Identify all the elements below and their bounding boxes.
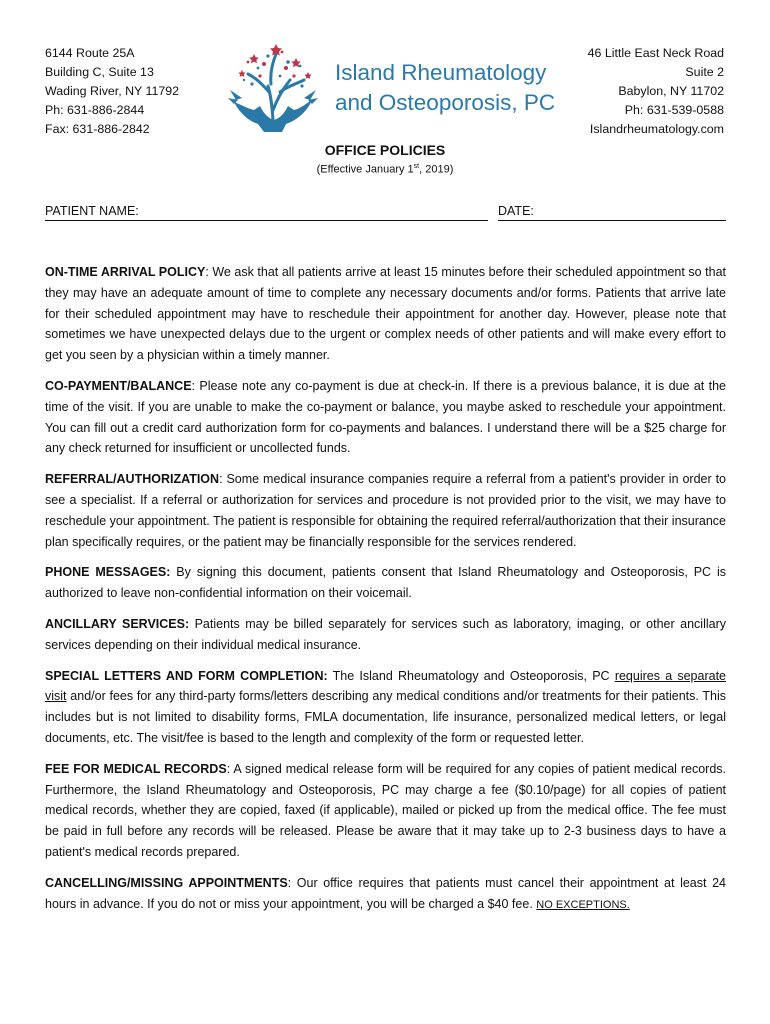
policy-phone bbox=[45, 562, 726, 604]
text-records: : A signed medical release form will be required for any copies of patient medical records. Furthermore, the Island Rheumatology and Osteoporosis, PC may charge a fee ($0.10/page) for all copies of patient medical records, whether they are copied, faxed (if applicable), mailed or picked up from the medical office. The fee must be paid in full before any records will be released. Please be aware that it may take up to 2-3 business days to have a patient's medical records prepared. bbox=[45, 761, 727, 859]
no-exceptions-emphasis: NO EXCEPTIONS. bbox=[536, 898, 630, 911]
left-address-line2: Building C, Suite 13 bbox=[45, 65, 154, 79]
heading-referral: REFERRAL/AUTHORIZATION bbox=[45, 472, 220, 487]
right-address-line2: Suite 2 bbox=[685, 65, 724, 79]
effective-prefix: (Effective January 1 bbox=[316, 163, 414, 176]
policy-records bbox=[45, 759, 726, 863]
policy-cancelling bbox=[45, 873, 726, 916]
left-address-line1: 6144 Route 25A bbox=[45, 46, 135, 60]
policy-copay bbox=[45, 376, 726, 459]
text-ancillary: Patients may be billed separately for services such as laboratory, imaging, or other ancillary services depending on their individual medical insurance. bbox=[45, 616, 726, 652]
policy-body bbox=[45, 262, 726, 925]
text-referral: : Some medical insurance companies require a referral from a patient's provider in order to see a specialist. If a referral or authorization for services and procedure is not provided prior to the visit, we may have to reschedule your appointment. The patient is responsible for obtaining the required referral/authorization that their insurance plan specifically requires, or the patient may be financially responsible for the services rendered. bbox=[45, 472, 726, 549]
left-address-line3: Wading River, NY 11792 bbox=[45, 84, 180, 98]
logo-wordmark bbox=[335, 58, 555, 118]
left-fax: Fax: 631-886-2842 bbox=[45, 122, 150, 136]
text-copay: : Please note any co-payment is due at check-in. If there is a previous balance, it is due at the time of the visit. If you are unable to make the co-payment or balance, you maybe asked to reschedule your appointment. You can fill out a credit card authorization form for co-payments and balances. I understand there will be a $25 charge for any check returned for insufficient or uncollected funds. bbox=[45, 378, 726, 456]
left-office-address bbox=[45, 44, 179, 139]
date-field[interactable] bbox=[498, 204, 726, 218]
effective-suffix: , 2019) bbox=[419, 163, 454, 176]
heading-ancillary: ANCILLARY SERVICES: bbox=[45, 616, 190, 631]
patient-name-line bbox=[45, 220, 488, 221]
right-office-address bbox=[588, 44, 724, 139]
logo-line1: Island Rheumatology bbox=[335, 60, 547, 85]
patient-name-label: PATIENT NAME: bbox=[45, 204, 139, 218]
effective-sup: st bbox=[413, 163, 420, 170]
heading-phone: PHONE MESSAGES: bbox=[45, 565, 171, 580]
website: Islandrheumatology.com bbox=[589, 122, 724, 136]
text-cancelling: : Our office requires that patients must cancel their appointment at least 24 hours in advance. If you do not or miss your appointment, you will be charged a $40 fee. bbox=[45, 875, 726, 911]
text-phone: By signing this document, patients consent that Island Rheumatology and Osteoporosis, PC is authorized to leave non-confidential information on their voicemail. bbox=[45, 565, 727, 601]
right-phone: Ph: 631-539-0588 bbox=[624, 103, 724, 117]
effective-date bbox=[0, 163, 770, 176]
heading-cancelling: CANCELLING/MISSING APPOINTMENTS bbox=[45, 875, 288, 890]
right-address-line3: Babylon, NY 11702 bbox=[618, 84, 724, 98]
tree-hands-icon bbox=[224, 40, 329, 140]
policy-referral bbox=[45, 469, 726, 552]
policy-ancillary bbox=[45, 614, 726, 656]
policy-letters bbox=[45, 666, 726, 749]
heading-ontime: ON-TIME ARRIVAL POLICY bbox=[45, 265, 206, 279]
left-phone: Ph: 631-886-2844 bbox=[45, 103, 145, 117]
page-title: OFFICE POLICIES bbox=[324, 142, 446, 158]
date-line bbox=[498, 220, 726, 221]
clinic-logo bbox=[224, 40, 554, 140]
text-ontime: : We ask that all patients arrive at least 15 minutes before their scheduled appointment so that they may have an adequate amount of time to complete any necessary documents and/or forms. Patients that arrive late for their scheduled appointment may have to reschedule their appointment for another day. However, please note that sometimes we have unexpected delays due to the urgent or complex needs of other patients and will make every effort to get you seen by a physician within a timely manner. bbox=[45, 265, 727, 363]
policy-ontime bbox=[45, 262, 726, 366]
text-letters-underlined: requires a separate visit bbox=[45, 668, 727, 704]
heading-letters: SPECIAL LETTERS AND FORM COMPLETION: bbox=[45, 668, 328, 683]
text-letters-2: and/or fees for any third-party forms/letters describing any medical conditions and/or treatments for their patients. This includes but is not limited to disability forms, FMLA documentation, life insurance, personalized medical letters, or legal documents, etc. The visit/fee is based to the length and complexity of the form or requested letter. bbox=[45, 689, 726, 745]
heading-records: FEE FOR MEDICAL RECORDS bbox=[45, 761, 227, 776]
right-address-line1: 46 Little East Neck Road bbox=[587, 46, 724, 60]
patient-name-field[interactable] bbox=[45, 204, 488, 218]
date-label: DATE: bbox=[498, 204, 534, 218]
text-letters-1: The Island Rheumatology and Osteoporosis, PC bbox=[327, 668, 615, 683]
logo-line2: and Osteoporosis, PC bbox=[335, 90, 556, 115]
heading-copay: CO-PAYMENT/BALANCE bbox=[45, 378, 192, 393]
